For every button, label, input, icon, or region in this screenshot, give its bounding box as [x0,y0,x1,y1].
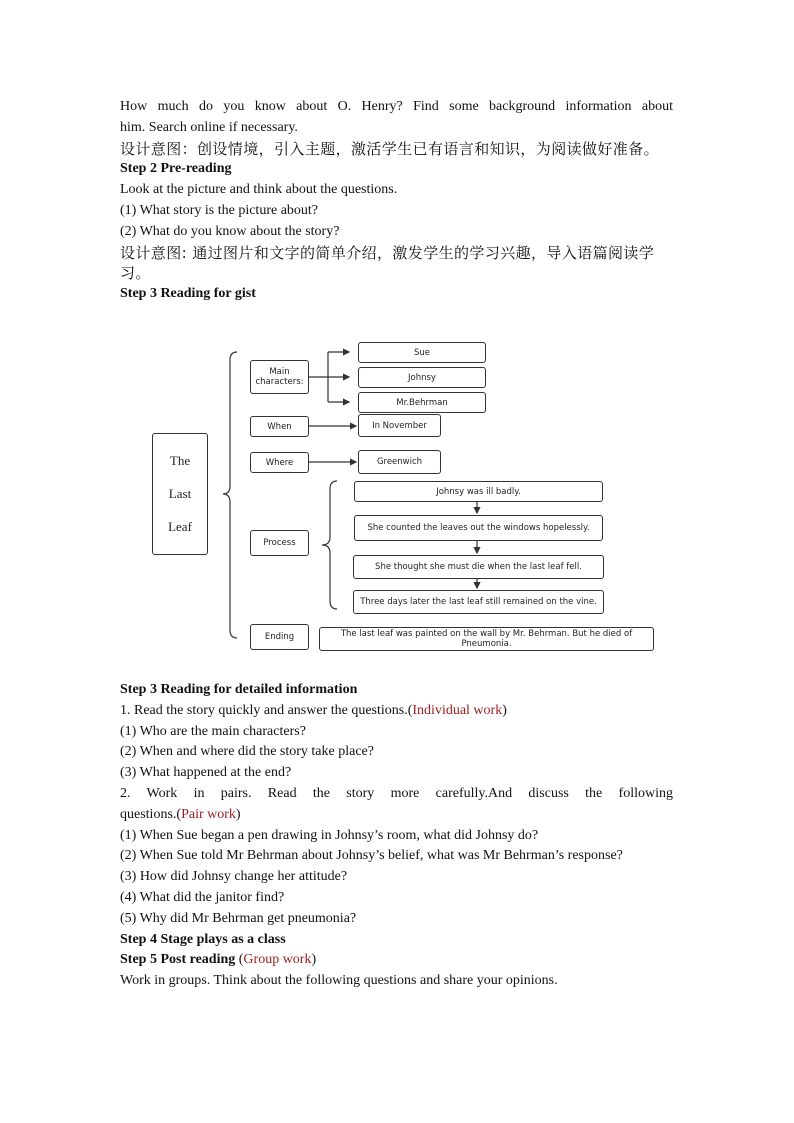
task1: 1. Read the story quickly and answer the questions.(Individual work) [120,702,507,718]
task1-question: (3) What happened at the end? [120,765,292,781]
task2-question: (3) How did Johnsy change her attitude? [120,869,348,885]
story-title-box [152,433,208,555]
task2-question: (1) When Sue began a pen drawing in Johnsy’s room, what did Johnsy do? [120,827,539,843]
process-brace [322,481,337,609]
step2-question: (2) What do you know about the story? [120,223,340,239]
step3-detail-heading: Step 3 Reading for detailed information [120,682,358,697]
main-brace [223,352,237,638]
where-value-box: Greenwich [358,450,441,474]
intro-line: him. Search online if necessary. [120,119,298,135]
intro-line: How much do you know about O. Henry? Find some background information about [120,99,673,114]
individual-work-tag: Individual work [412,702,503,718]
task2-line: questions.(Pair work) [120,806,241,822]
step2-heading: Step 2 Pre-reading [120,161,232,177]
step2-question: (1) What story is the picture about? [120,202,319,218]
character-box: Johnsy [358,367,486,388]
when-box: When [250,416,309,437]
task2-question: (4) What did the janitor find? [120,889,285,905]
where-box: Where [250,452,309,473]
task1-question: (1) Who are the main characters? [120,723,306,739]
character-box: Sue [358,342,486,363]
detail-section: Step 3 Reading for detailed information 1. Read the story quickly and answer the questions.(Individual work) (1) Who are the main characters? (2) When and where did the story take place? (3) What happened at the end? 2. Work in pairs. Read the story more carefully.And discuss the following questions.(Pair work) (1) When Sue began a pen drawing in Johnsy’s room, what did Johnsy do? (2) When Sue told Mr Behrman about Johnsy’s belief, what was Mr Behrman’s response? (3) How did Johnsy change her attitude? (4) What did the janitor find? (5) Why did Mr Behrman get pneumonia? Step 4 Stage plays as a class Step 5 Post reading (Group work) Work in groups. Think about the following questions and share your opinions. [120,680,673,992]
process-step-box: She thought she must die when the last leaf fell. [353,555,604,579]
when-value-box: In November [358,414,441,437]
step5-heading: Step 5 Post reading [120,952,236,968]
task2-question: (2) When Sue told Mr Behrman about Johnsy’s belief, what was Mr Behrman’s response? [120,848,623,864]
task1-question: (2) When and where did the story take place? [120,744,374,760]
main-characters-box: Main characters: [250,360,309,394]
process-step-box: Johnsy was ill badly. [354,481,603,502]
task2-question: (5) Why did Mr Behrman get pneumonia? [120,910,357,926]
group-work-tag: Group work [243,952,312,968]
step5-instruction: Work in groups. Think about the following questions and share your opinions. [120,973,558,989]
task2-line: 2. Work in pairs. Read the story more carefully.And discuss the following [120,785,673,801]
design-intent-cont: 习。 [120,264,151,283]
step3-gist-heading: Step 3 Reading for gist [120,286,256,302]
step2-instruction: Look at the picture and think about the questions. [120,182,398,198]
title-word: Last [168,485,192,501]
ending-box: Ending [250,624,309,650]
process-box: Process [250,530,309,556]
title-word: The [169,452,191,468]
design-intent: 设计意图：创设情境，引入主题，激活学生已有语言和知识，为阅读做好准备。 [120,139,660,158]
process-step-box: Three days later the last leaf still remained on the vine. [353,590,604,614]
design-intent: 设计意图: 通过图片和文字的简单介绍，激发学生的学习兴趣，导入语篇阅读学 [120,243,655,262]
character-box: Mr.Behrman [358,392,486,413]
process-step-box: She counted the leaves out the windows hopelessly. [354,515,603,541]
pair-work-tag: Pair work [181,806,236,822]
step4-heading: Step 4 Stage plays as a class [120,931,286,947]
title-word: Leaf [168,519,192,535]
ending-value-box: The last leaf was painted on the wall by Mr. Behrman. But he died of Pneumonia. [319,627,654,651]
